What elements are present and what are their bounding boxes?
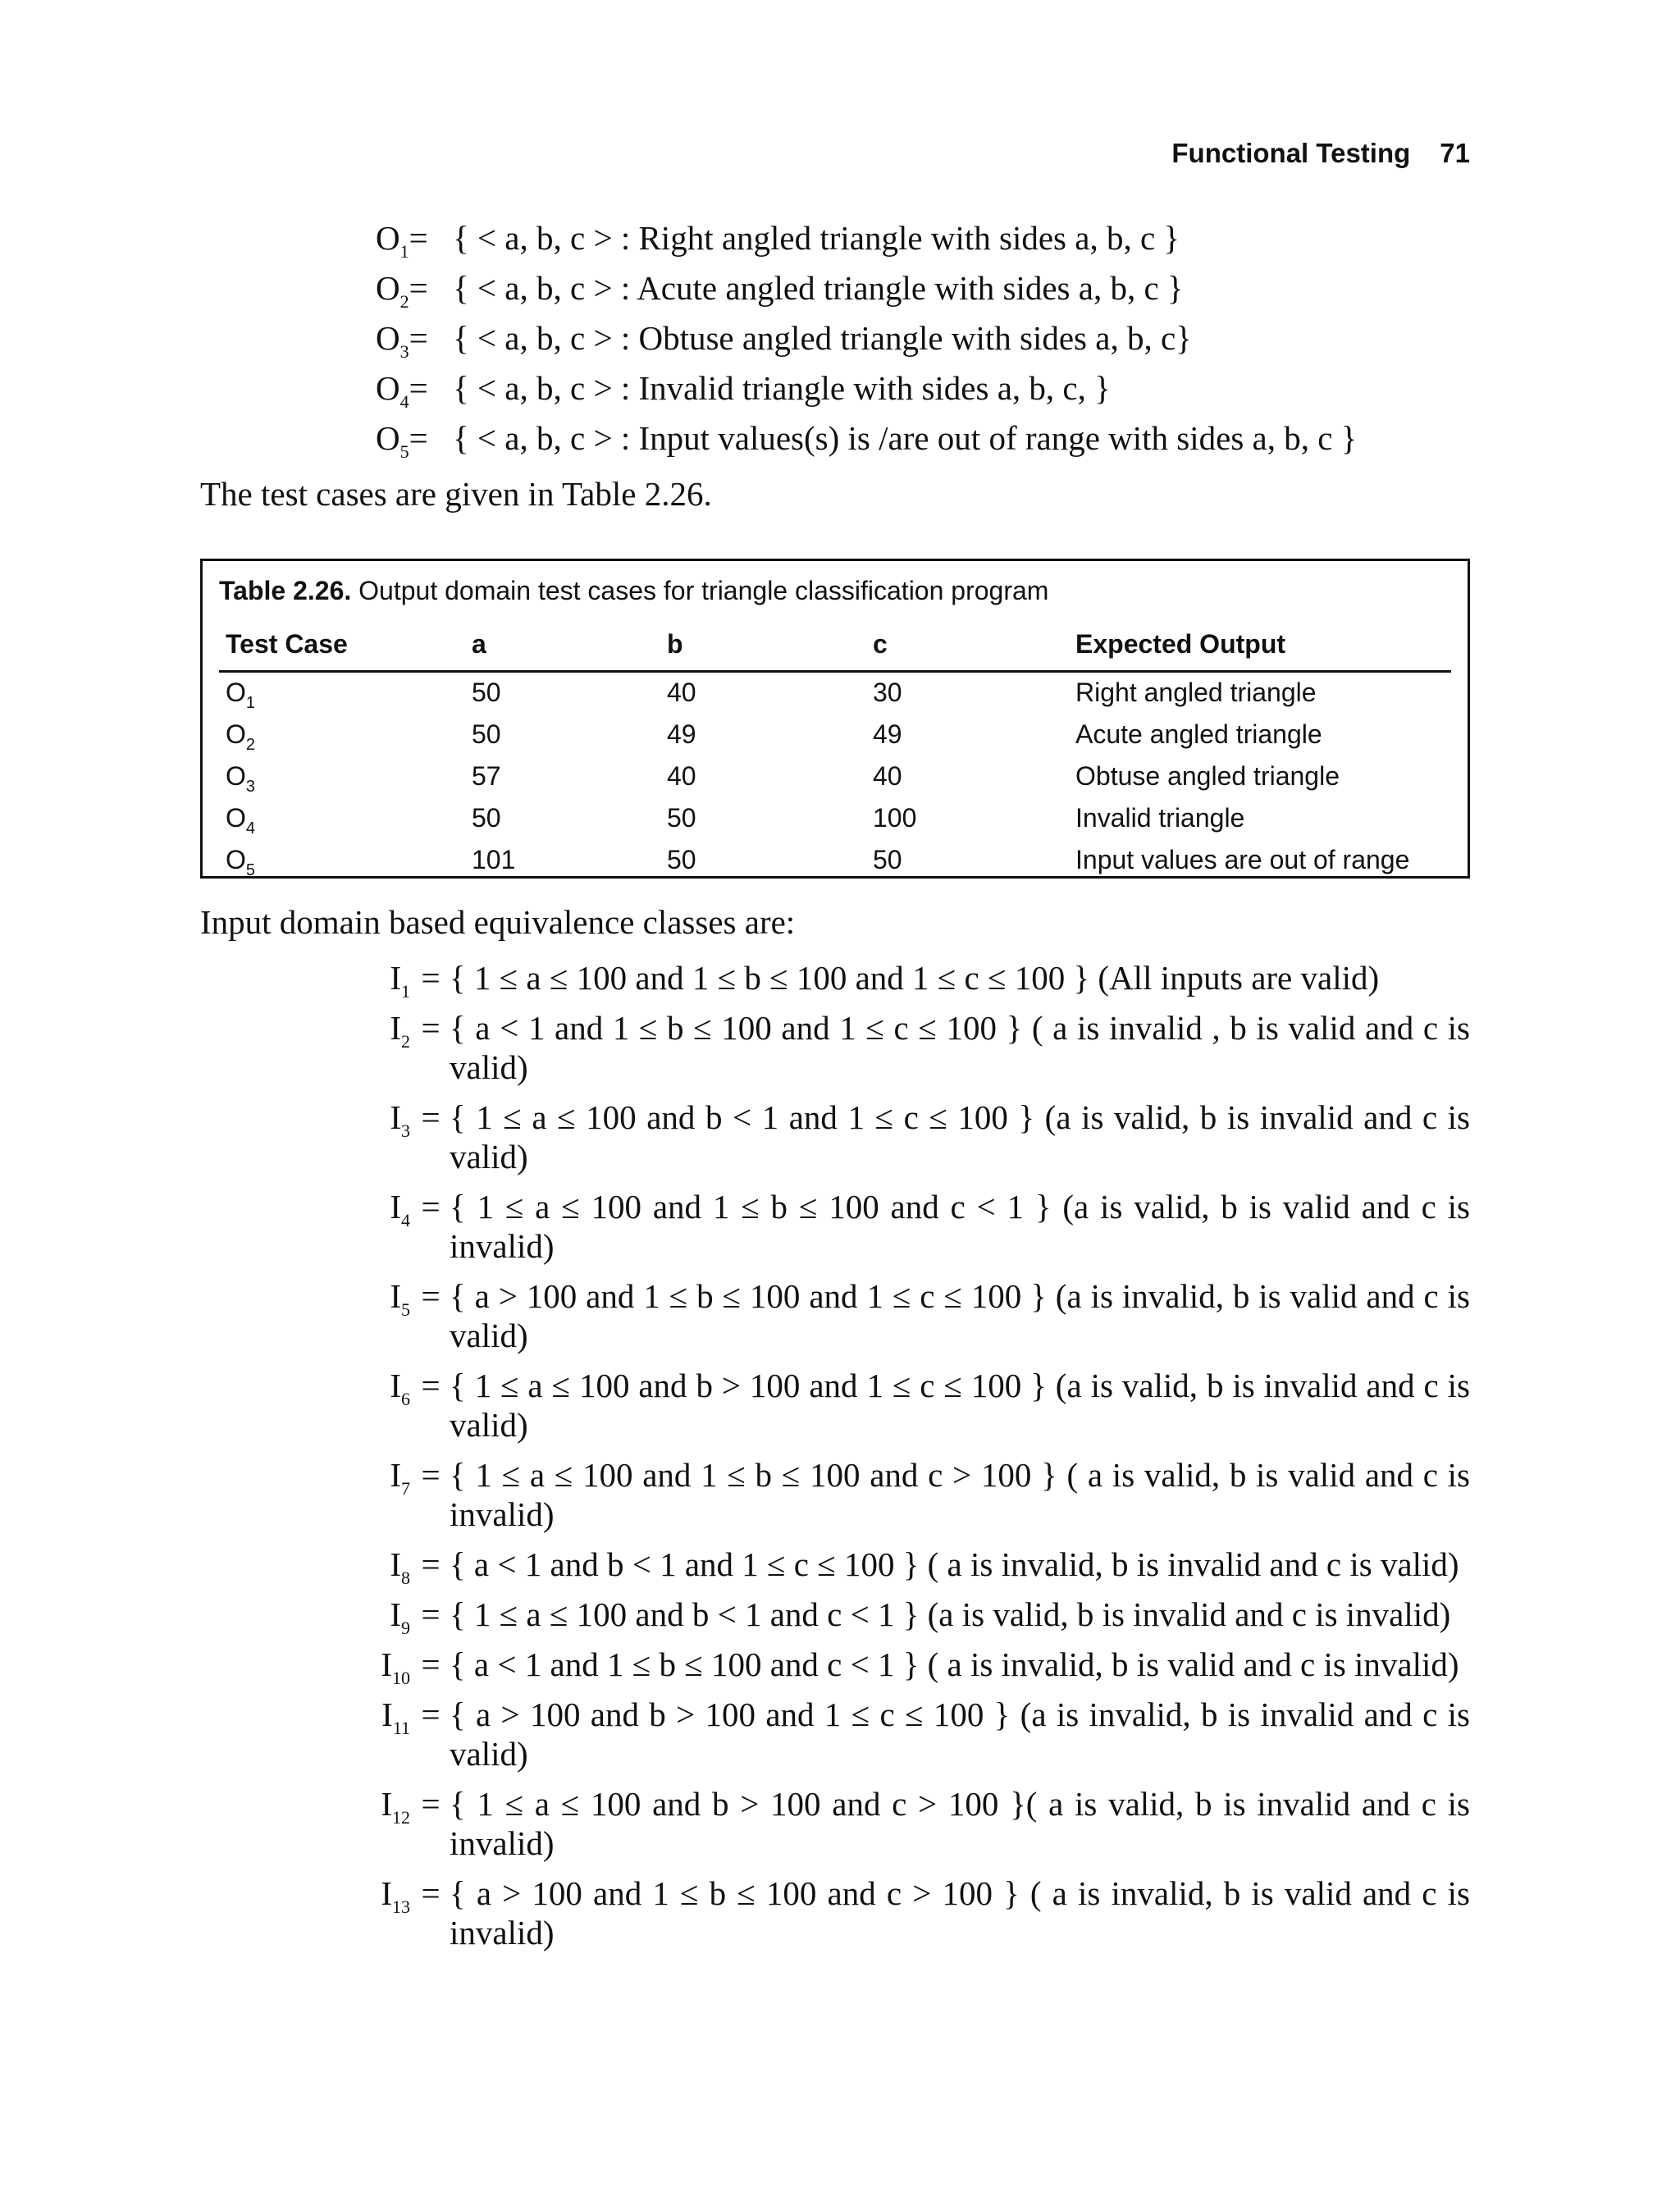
class-definition: { 1 ≤ a ≤ 100 and b > 100 and c > 100 }( a is valid, b is invalid and c is invalid) bbox=[450, 1785, 1470, 1862]
class-definition: { a > 100 and 1 ≤ b ≤ 100 and c > 100 } ( a is invalid, b is valid and c is invalid) bbox=[450, 1874, 1470, 1951]
input-class-7 bbox=[353, 1455, 1470, 1534]
input-class-13 bbox=[353, 1874, 1470, 1952]
output-class-2 bbox=[376, 265, 1357, 315]
equals-sign: = bbox=[421, 1098, 441, 1136]
equals-sign: = bbox=[421, 959, 441, 997]
equals-sign: = bbox=[421, 1456, 441, 1494]
value-c: 100 bbox=[873, 803, 917, 833]
value-c: 50 bbox=[873, 845, 902, 874]
equals-sign: = bbox=[409, 419, 428, 457]
class-definition: { < a, b, c > : Obtuse angled triangle with sides a, b, c} bbox=[453, 319, 1192, 357]
class-definition: { a < 1 and 1 ≤ b ≤ 100 and 1 ≤ c ≤ 100 } ( a is invalid , b is valid and c is valid) bbox=[450, 1009, 1470, 1086]
equals-sign: = bbox=[421, 1009, 441, 1047]
class-label: $O_3$ bbox=[376, 319, 409, 362]
input-class-5 bbox=[353, 1276, 1470, 1355]
test-case-id: $O_3$ bbox=[226, 761, 256, 796]
output-classes bbox=[376, 215, 1357, 465]
class-definition: { 1 ≤ a ≤ 100 and 1 ≤ b ≤ 100 and c > 100 } ( a is valid, b is valid and c is invalid) bbox=[450, 1456, 1470, 1533]
class-label: $I_7$ bbox=[390, 1456, 410, 1499]
column-header-c: c bbox=[873, 629, 888, 659]
equals-sign: = bbox=[409, 219, 428, 257]
class-label: $I_9$ bbox=[390, 1595, 410, 1638]
equals-sign: = bbox=[409, 269, 428, 307]
expected-output: Acute angled triangle bbox=[1075, 719, 1322, 749]
input-class-9 bbox=[353, 1595, 1470, 1638]
class-definition: { < a, b, c > : Input values(s) is /are out of range with sides a, b, c } bbox=[453, 419, 1358, 457]
expected-output: Input values are out of range bbox=[1075, 845, 1410, 874]
value-c: 49 bbox=[873, 719, 902, 749]
value-b: 49 bbox=[667, 719, 696, 749]
table-header-row bbox=[219, 629, 1451, 673]
input-class-3 bbox=[353, 1098, 1470, 1176]
class-definition: { a > 100 and b > 100 and 1 ≤ c ≤ 100 } (a is invalid, b is invalid and c is valid) bbox=[450, 1696, 1470, 1773]
equals-sign: = bbox=[421, 1874, 441, 1912]
input-class-8 bbox=[353, 1545, 1470, 1588]
expected-output: Invalid triangle bbox=[1075, 803, 1245, 833]
input-class-10 bbox=[353, 1645, 1470, 1688]
value-a: 50 bbox=[472, 719, 501, 749]
value-a: 50 bbox=[472, 803, 501, 833]
value-c: 30 bbox=[873, 678, 902, 707]
class-definition: { < a, b, c > : Invalid triangle with sides a, b, c, } bbox=[453, 369, 1111, 407]
output-class-3 bbox=[376, 315, 1357, 365]
class-definition: { a < 1 and 1 ≤ b ≤ 100 and c < 1 } ( a is invalid, b is valid and c is invalid) bbox=[450, 1645, 1459, 1683]
class-label: $O_5$ bbox=[376, 419, 409, 462]
output-class-5 bbox=[376, 415, 1357, 465]
equals-sign: = bbox=[421, 1785, 441, 1823]
test-case-table bbox=[200, 559, 1470, 879]
class-definition: { 1 ≤ a ≤ 100 and 1 ≤ b ≤ 100 and 1 ≤ c ≤ 100 } (All inputs are valid) bbox=[450, 959, 1380, 997]
input-class-4 bbox=[353, 1187, 1470, 1266]
class-label: $I_3$ bbox=[390, 1098, 410, 1141]
class-label: $O_2$ bbox=[376, 269, 409, 312]
value-b: 50 bbox=[667, 845, 696, 874]
input-intro-paragraph: Input domain based equivalence classes are: bbox=[200, 903, 796, 941]
test-case-id: $O_2$ bbox=[226, 719, 256, 754]
table-caption bbox=[219, 576, 1048, 606]
equals-sign: = bbox=[421, 1696, 441, 1733]
running-header bbox=[0, 138, 1470, 169]
table-caption-text: Output domain test cases for triangle classification program bbox=[358, 576, 1049, 605]
class-definition: { 1 ≤ a ≤ 100 and 1 ≤ b ≤ 100 and c < 1 } (a is valid, b is valid and c is invalid) bbox=[450, 1188, 1470, 1265]
value-b: 50 bbox=[667, 803, 696, 833]
table-row bbox=[219, 803, 1451, 844]
class-definition: { < a, b, c > : Right angled triangle with sides a, b, c } bbox=[453, 219, 1180, 257]
class-label: $I_2$ bbox=[390, 1009, 410, 1052]
equals-sign: = bbox=[421, 1645, 441, 1683]
column-header-test-case: Test Case bbox=[226, 629, 348, 659]
input-class-1 bbox=[353, 958, 1470, 1002]
output-class-4 bbox=[376, 365, 1357, 415]
value-a: 57 bbox=[472, 761, 501, 791]
value-a: 50 bbox=[472, 678, 501, 707]
table-row bbox=[219, 678, 1451, 719]
table-row bbox=[219, 845, 1451, 886]
class-label: $I_6$ bbox=[390, 1367, 410, 1409]
input-class-2 bbox=[353, 1008, 1470, 1087]
equals-sign: = bbox=[409, 369, 428, 407]
intro-paragraph: The test cases are given in Table 2.26. bbox=[200, 475, 712, 513]
input-class-11 bbox=[353, 1695, 1470, 1773]
test-case-id: $O_4$ bbox=[226, 803, 256, 838]
class-label: $I_{10}$ bbox=[381, 1645, 410, 1688]
class-label: $O_4$ bbox=[376, 369, 409, 412]
class-definition: { < a, b, c > : Acute angled triangle with sides a, b, c } bbox=[453, 269, 1184, 307]
expected-output: Obtuse angled triangle bbox=[1075, 761, 1340, 791]
output-class-1 bbox=[376, 215, 1357, 265]
class-label: $I_1$ bbox=[390, 959, 410, 1002]
expected-output: Right angled triangle bbox=[1075, 678, 1317, 707]
value-c: 40 bbox=[873, 761, 902, 791]
input-classes bbox=[353, 958, 1470, 1963]
equals-sign: = bbox=[409, 319, 428, 357]
class-label: $I_{11}$ bbox=[381, 1696, 410, 1738]
class-definition: { a < 1 and b < 1 and 1 ≤ c ≤ 100 } ( a is invalid, b is invalid and c is valid) bbox=[450, 1545, 1459, 1583]
value-b: 40 bbox=[667, 678, 696, 707]
header-title: Functional Testing bbox=[1171, 138, 1411, 168]
class-definition: { a > 100 and 1 ≤ b ≤ 100 and 1 ≤ c ≤ 100 } (a is invalid, b is valid and c is valid) bbox=[450, 1277, 1470, 1354]
table-row bbox=[219, 761, 1451, 802]
class-definition: { 1 ≤ a ≤ 100 and b < 1 and c < 1 } (a is valid, b is invalid and c is invalid) bbox=[450, 1595, 1451, 1633]
class-definition: { 1 ≤ a ≤ 100 and b < 1 and 1 ≤ c ≤ 100 } (a is valid, b is invalid and c is valid) bbox=[450, 1098, 1470, 1175]
class-label: $O_1$ bbox=[376, 219, 409, 262]
equals-sign: = bbox=[421, 1545, 441, 1583]
page-number: 71 bbox=[1440, 138, 1470, 168]
test-case-id: $O_1$ bbox=[226, 678, 256, 712]
input-class-6 bbox=[353, 1366, 1470, 1445]
class-label: $I_8$ bbox=[390, 1545, 410, 1588]
class-label: $I_5$ bbox=[390, 1277, 410, 1320]
column-header-b: b bbox=[667, 629, 683, 659]
equals-sign: = bbox=[421, 1595, 441, 1633]
class-label: $I_{13}$ bbox=[381, 1874, 410, 1917]
test-case-id: $O_5$ bbox=[226, 845, 256, 879]
input-class-12 bbox=[353, 1784, 1470, 1863]
class-label: $I_{12}$ bbox=[381, 1785, 410, 1828]
equals-sign: = bbox=[421, 1367, 441, 1404]
equals-sign: = bbox=[421, 1277, 441, 1315]
class-definition: { 1 ≤ a ≤ 100 and b > 100 and 1 ≤ c ≤ 100 } (a is valid, b is invalid and c is valid) bbox=[450, 1367, 1470, 1444]
table-caption-label: Table 2.26. bbox=[219, 576, 352, 605]
value-a: 101 bbox=[472, 845, 516, 874]
table-row bbox=[219, 719, 1451, 760]
column-header-a: a bbox=[472, 629, 486, 659]
equals-sign: = bbox=[421, 1188, 441, 1226]
class-label: $I_4$ bbox=[390, 1188, 410, 1230]
value-b: 40 bbox=[667, 761, 696, 791]
column-header-expected-output: Expected Output bbox=[1075, 629, 1286, 659]
